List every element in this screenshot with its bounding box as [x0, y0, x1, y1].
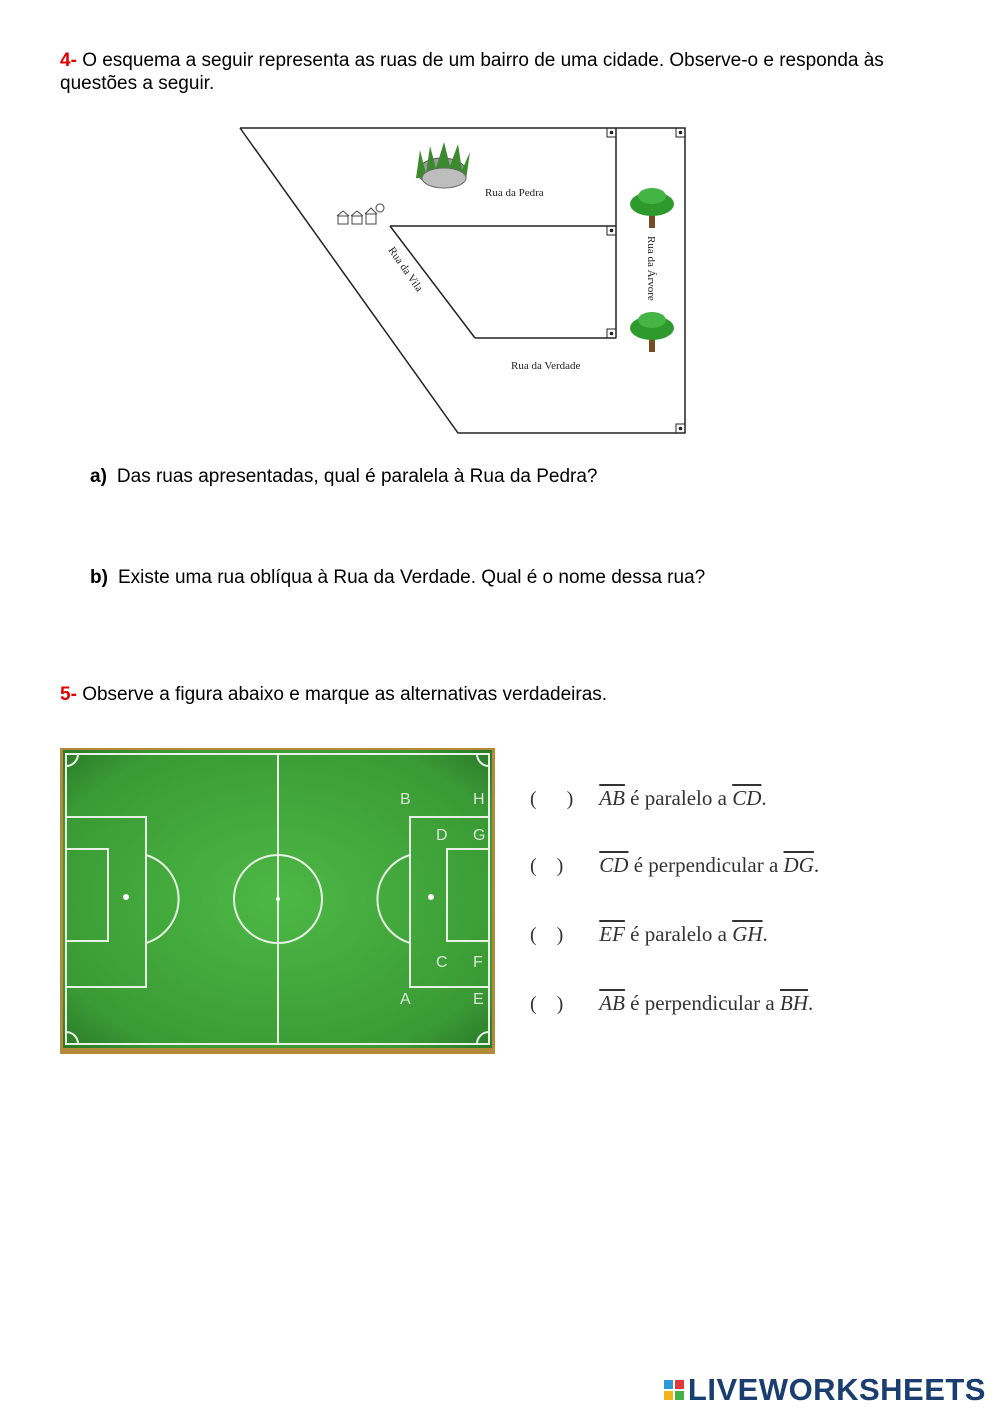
- street-label-arvore: Rua da Árvore: [645, 236, 657, 301]
- segment-label: $\overline{CD}$: [599, 853, 629, 877]
- option-1-text: é paralelo a: [630, 786, 727, 810]
- field-point-a: A: [400, 991, 411, 1008]
- question-4a: [90, 466, 598, 488]
- option-1-checkbox[interactable]: ( ): [530, 788, 574, 810]
- field-point-b: B: [400, 791, 411, 808]
- option-3-checkbox[interactable]: ( ): [530, 924, 564, 946]
- question-5-number: 5-: [60, 684, 77, 705]
- field-point-d: D: [436, 827, 448, 844]
- liveworksheets-logo: [664, 1372, 986, 1408]
- option-3-text: é paralelo a: [630, 922, 727, 946]
- street-label-vila: Rua da Vila: [385, 244, 426, 295]
- rock-icon: [416, 142, 470, 188]
- question-5-text: Observe a figura abaixo e marque as alternativas verdadeiras.: [82, 684, 608, 705]
- segment-label: $\overline{GH}$: [732, 922, 763, 946]
- question-5-prompt: [60, 683, 960, 706]
- option-2-text: é perpendicular a: [633, 853, 779, 877]
- question-4b-label: b): [90, 567, 108, 588]
- houses-icon: [337, 204, 384, 224]
- brand-name: LIVEWORKSHEETS: [687, 1372, 986, 1407]
- field-point-h: H: [473, 791, 485, 808]
- segment-label: $\overline{AB}$: [599, 786, 625, 810]
- option-4: ( ) $\overline{AB}$ é perpendicular a $\overline{BH}$.: [530, 991, 814, 1015]
- option-4-checkbox[interactable]: ( ): [530, 993, 564, 1015]
- segment-label: $\overline{AB}$: [599, 991, 625, 1015]
- option-3: ( ) $\overline{EF}$ é paralelo a $\overline{GH}$.: [530, 922, 768, 946]
- question-4-number: 4-: [60, 50, 77, 71]
- segment-label: $\overline{BH}$: [780, 991, 808, 1015]
- option-4-text: é perpendicular a: [630, 991, 775, 1015]
- question-4-text: O esquema a seguir representa as ruas de um bairro de uma cidade. Observe-o e responda às questões a seguir.: [60, 50, 884, 94]
- question-4a-text: Das ruas apresentadas, qual é paralela à Rua da Pedra?: [116, 466, 598, 487]
- question-4-prompt: [60, 49, 960, 95]
- segment-label: $\overline{CD}$: [732, 786, 762, 810]
- option-2: ( ) $\overline{CD}$ é perpendicular a $\overline{DG}$.: [530, 853, 820, 877]
- segment-label: $\overline{EF}$: [599, 922, 625, 946]
- question-4a-label: a): [90, 466, 107, 487]
- logo-grid-icon: [664, 1380, 684, 1400]
- option-2-checkbox[interactable]: ( ): [530, 855, 564, 877]
- street-label-pedra: Rua da Pedra: [485, 187, 544, 199]
- question-4b-text: Existe uma rua oblíqua à Rua da Verdade. Qual é o nome dessa rua?: [117, 567, 706, 588]
- segment-label: $\overline{DG}$: [783, 853, 814, 877]
- field-point-c: C: [436, 954, 448, 971]
- field-point-e: E: [473, 991, 484, 1008]
- question-4b: [90, 567, 705, 589]
- tree-icon: [630, 188, 674, 228]
- street-map: [230, 118, 700, 444]
- option-1: ( ) $\overline{AB}$ é paralelo a $\overline{CD}$.: [530, 786, 767, 810]
- soccer-field: [60, 748, 495, 1054]
- field-point-f: F: [473, 954, 483, 971]
- tree-icon: [630, 312, 674, 352]
- street-label-verdade: Rua da Verdade: [511, 360, 581, 372]
- field-point-g: G: [473, 827, 486, 844]
